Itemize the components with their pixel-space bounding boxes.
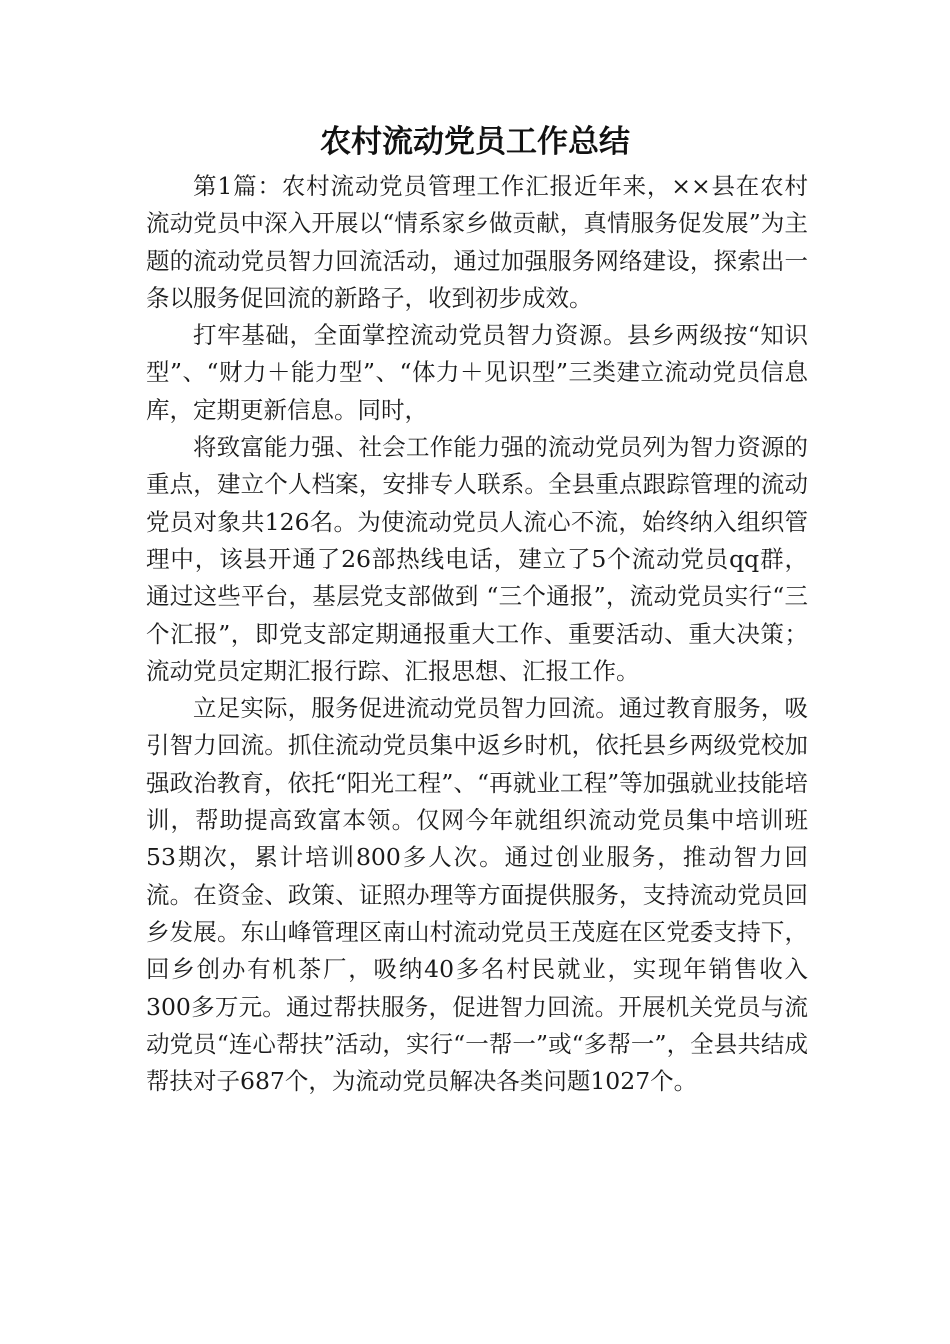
paragraph-services: 立足实际，服务促进流动党员智力回流。通过教育服务，吸引智力回流。抓住流动党员集中返乡时机，依托县乡两级党校加强政治教育，依托“阳光工程”、“再就业工程”等加强就业技能培训，帮助提高致富本领。仅网今年就组织流动党员集中培训班53期次，累计培训800多人次。通过创业服务，推动智力回流。在资金、政策、证照办理等方面提供服务，支持流动党员回乡发展。东山峰管理区南山村流动党员王茂庭在区党委支持下，回乡创办有机茶厂，吸纳40多名村民就业，实现年销售收入300多万元。通过帮扶服务，促进智力回流。开展机关党员与流动党员“连心帮扶”活动，实行“一帮一”或“多帮一”，全县共结成帮扶对子687个，为流动党员解决各类问题1027个。 <box>146 694 808 1096</box>
paragraph-foundation: 打牢基础，全面掌控流动党员智力资源。县乡两级按“知识型”、“财力＋能力型”、“体力＋见识型”三类建立流动党员信息库，定期更新信息。同时， <box>146 321 808 424</box>
paragraph-key-resources: 将致富能力强、社会工作能力强的流动党员列为智力资源的重点，建立个人档案，安排专人联系。全县重点跟踪管理的流动党员对象共126名。为使流动党员人流心不流，始终纳入组织管理中，该县开通了26部热线电话，建立了5个流动党员qq群，通过这些平台，基层党支部做到 “三个通报”，流动党员实行“三个汇报”，即党支部定期通报重大工作、重要活动、重大决策；流动党员定期汇报行踪、汇报思想、汇报工作。 <box>146 433 808 685</box>
document-title: 农村流动党员工作总结 <box>320 124 630 160</box>
paragraph-intro: 第1篇：农村流动党员管理工作汇报近年来，××县在农村流动党员中深入开展以“情系家乡做贡献，真情服务促发展”为主题的流动党员智力回流活动，通过加强服务网络建设，探索出一条以服务促回流的新路子，收到初步成效。 <box>146 172 808 312</box>
document-body <box>146 168 808 1100</box>
